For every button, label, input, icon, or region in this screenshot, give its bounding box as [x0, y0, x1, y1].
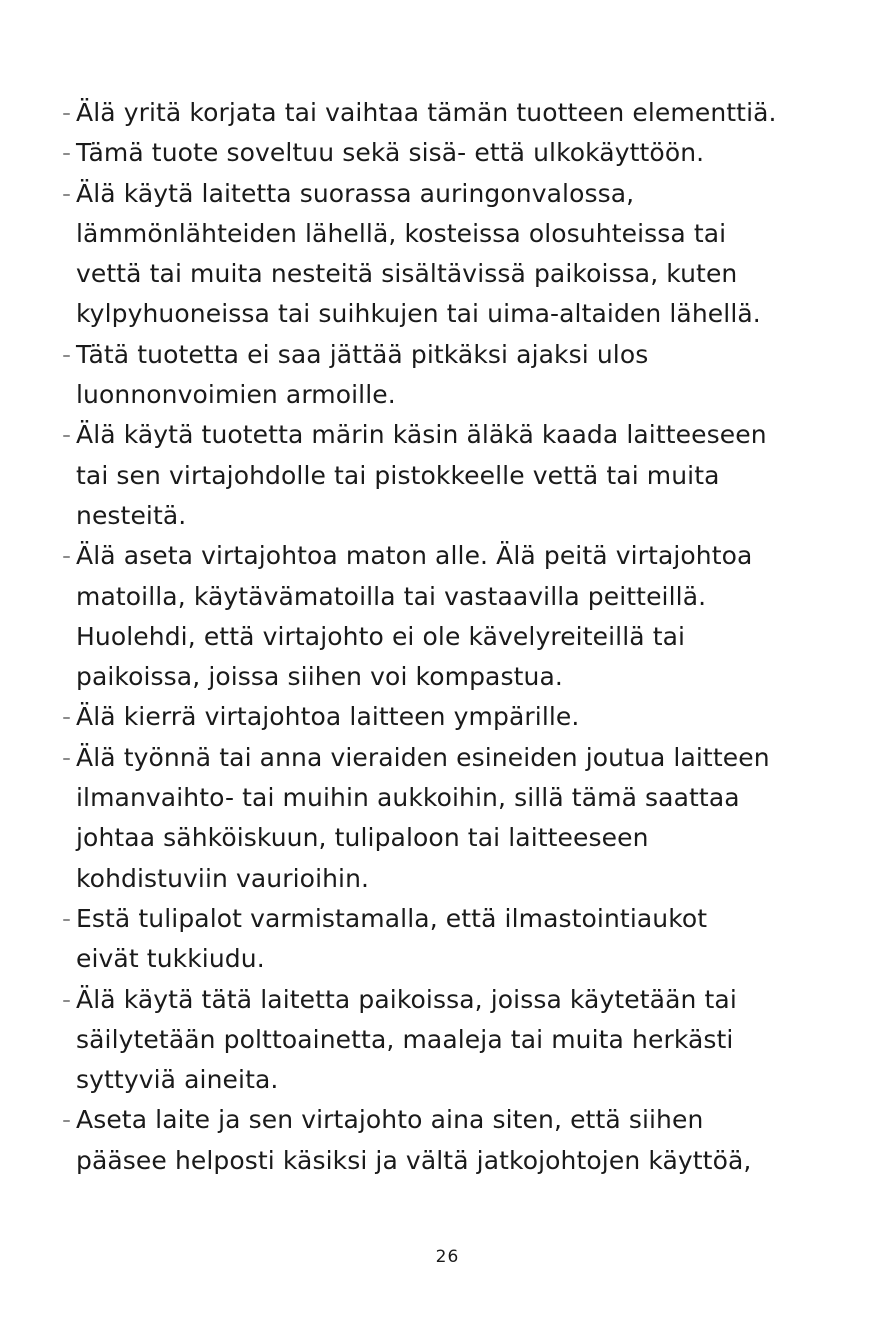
list-item-text — [76, 133, 852, 173]
bullet-dash: - — [62, 98, 72, 127]
list-item-text — [76, 174, 852, 335]
list-item-text — [76, 415, 852, 536]
text-line: säilytetään polttoainetta, maaleja tai muita herkästi — [76, 1024, 734, 1054]
bullet-dash: - — [62, 339, 72, 369]
bullet-dash: - — [62, 541, 72, 571]
text-line: luonnonvoimien armoille. — [76, 380, 396, 410]
list-item-text — [76, 1100, 852, 1181]
text-line: Älä käytä tätä laitetta paikoissa, joissa käytetään tai — [76, 984, 737, 1014]
list-item-text — [76, 697, 852, 737]
text-line: johtaa sähköiskuun, tulipaloon tai laitteeseen — [76, 823, 649, 853]
text-line: Älä käytä tuotetta märin käsin äläkä kaada laitteeseen — [76, 420, 767, 450]
text-line: Huolehdi, että virtajohto ei ole kävelyreiteillä tai — [76, 621, 686, 651]
list-item-text — [76, 980, 852, 1101]
bullet-dash: - — [62, 984, 72, 1014]
text-line: nesteitä. — [76, 500, 187, 530]
list-item-text — [76, 93, 852, 133]
text-line: kylpyhuoneissa tai suihkujen tai uima-altaiden lähellä. — [76, 299, 761, 329]
list-item-text — [76, 899, 852, 980]
list-item — [62, 93, 852, 133]
page-number: 26 — [435, 1247, 460, 1267]
bullet-dash: - — [62, 138, 72, 168]
text-line: Älä yritä korjata tai vaihtaa tämän tuotteen elementtiä. — [76, 98, 777, 127]
text-line: ilmanvaihto- tai muihin aukkoihin, sillä tämä saattaa — [76, 783, 740, 813]
text-line: Älä käytä laitetta suorassa auringonvalossa, — [76, 178, 635, 208]
text-line: Estä tulipalot varmistamalla, että ilmastointiaukot — [76, 903, 708, 933]
text-line: lämmönlähteiden lähellä, kosteissa olosuhteissa tai — [76, 218, 727, 248]
text-line: Älä työnnä tai anna vieraiden esineiden joutua laitteen — [76, 742, 770, 772]
bullet-dash: - — [62, 1105, 72, 1135]
bullet-dash: - — [62, 742, 72, 772]
text-line: Älä aseta virtajohtoa maton alle. Älä peitä virtajohtoa — [76, 541, 753, 571]
list-item — [62, 133, 852, 173]
text-line: paikoissa, joissa siihen voi kompastua. — [76, 662, 563, 692]
list-item — [62, 980, 852, 1101]
bullet-dash: - — [62, 702, 72, 732]
text-line: eivät tukkiudu. — [76, 944, 265, 974]
text-line: Aseta laite ja sen virtajohto aina siten, että siihen — [76, 1105, 704, 1135]
list-item — [62, 536, 852, 697]
bullet-dash: - — [62, 178, 72, 208]
text-line: kohdistuviin vaurioihin. — [76, 863, 370, 893]
text-line: tai sen virtajohdolle tai pistokkeelle vettä tai muita — [76, 460, 720, 490]
list-item — [62, 174, 852, 335]
list-item-text — [76, 335, 852, 416]
list-item — [62, 738, 852, 899]
text-line: syttyviä aineita. — [76, 1065, 279, 1095]
list-item — [62, 415, 852, 536]
bullet-dash: - — [62, 420, 72, 450]
safety-instructions-list — [62, 93, 852, 1181]
list-item — [62, 335, 852, 416]
text-line: Tätä tuotetta ei saa jättää pitkäksi ajaksi ulos — [76, 339, 649, 369]
text-line: Älä kierrä virtajohtoa laitteen ympärille. — [76, 702, 580, 732]
list-item — [62, 899, 852, 980]
list-item — [62, 697, 852, 737]
bullet-dash: - — [62, 903, 72, 933]
text-line: vettä tai muita nesteitä sisältävissä paikoissa, kuten — [76, 259, 738, 289]
list-item-text — [76, 738, 852, 899]
text-line: pääsee helposti käsiksi ja vältä jatkojohtojen käyttöä, — [76, 1145, 752, 1175]
list-item — [62, 1100, 852, 1181]
text-line: Tämä tuote soveltuu sekä sisä- että ulkokäyttöön. — [76, 138, 705, 168]
list-item-text — [76, 536, 852, 697]
text-line: matoilla, käytävämatoilla tai vastaavilla peitteillä. — [76, 581, 707, 611]
